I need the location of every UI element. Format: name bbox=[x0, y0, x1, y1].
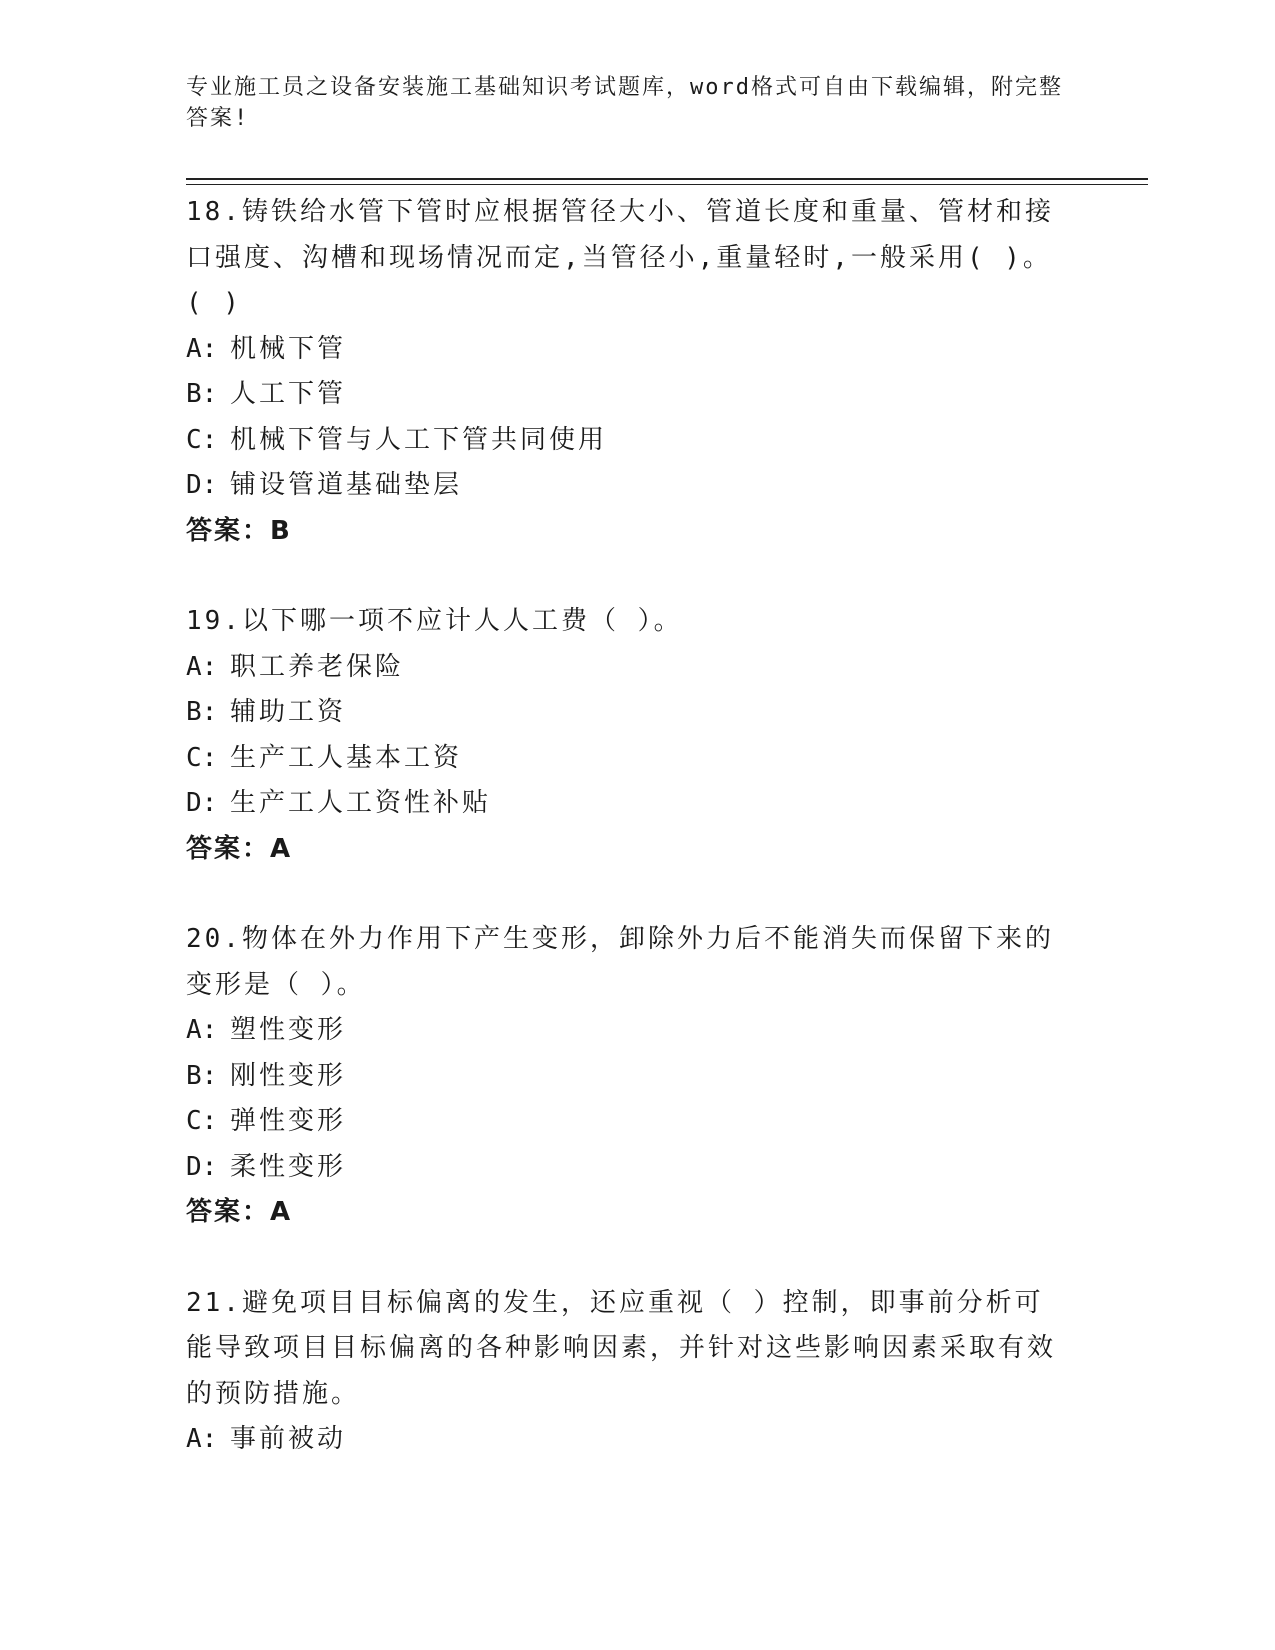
option-text: 人工下管 bbox=[230, 379, 347, 409]
option-c bbox=[186, 418, 1066, 464]
option-text: 辅助工资 bbox=[230, 697, 347, 727]
option-text: 机械下管与人工下管共同使用 bbox=[230, 424, 608, 455]
question-spacer bbox=[186, 1236, 1066, 1281]
option-text: 弹性变形 bbox=[230, 1106, 347, 1136]
option-d bbox=[186, 463, 1066, 509]
option-text: 铺设管道基础垫层 bbox=[230, 470, 463, 500]
option-text: 职工养老保险 bbox=[230, 651, 405, 682]
option-a bbox=[186, 645, 1066, 691]
option-text: 生产工人工资性补贴 bbox=[230, 788, 492, 818]
answer-label: 答案：A bbox=[186, 833, 293, 864]
question-text: 20.物体在外力作用下产生变形，卸除外力后不能消失而保留下来的变形是（ ）。 bbox=[186, 924, 1054, 1000]
option-d bbox=[186, 1145, 1066, 1191]
option-c bbox=[186, 736, 1066, 782]
question-20 bbox=[186, 917, 1066, 1236]
header-divider-thin bbox=[186, 184, 1148, 185]
option-letter: C: bbox=[186, 424, 218, 455]
option-letter: B: bbox=[186, 379, 218, 409]
question-spacer bbox=[186, 554, 1066, 599]
option-letter: A: bbox=[186, 333, 218, 364]
option-letter: C: bbox=[186, 1106, 218, 1136]
question-text: 18.铸铁给水管下管时应根据管径大小、管道长度和重量、管材和接口强度、沟槽和现场情况而定,当管径小,重量轻时,一般采用( )。( ) bbox=[186, 197, 1054, 318]
option-letter: A: bbox=[186, 651, 218, 682]
option-b bbox=[186, 372, 1066, 418]
option-text: 刚性变形 bbox=[230, 1060, 347, 1091]
option-letter: D: bbox=[186, 470, 218, 500]
option-letter: B: bbox=[186, 1060, 218, 1091]
question-18 bbox=[186, 190, 1066, 554]
option-letter: D: bbox=[186, 788, 218, 818]
question-text: 19.以下哪一项不应计人人工费（ ）。 bbox=[186, 606, 683, 636]
option-c bbox=[186, 1099, 1066, 1145]
option-letter: A: bbox=[186, 1015, 218, 1045]
answer-label: 答案：B bbox=[186, 515, 292, 546]
document-header: 专业施工员之设备安装施工基础知识考试题库，word格式可自由下载编辑，附完整答案! bbox=[186, 75, 1063, 131]
option-text: 塑性变形 bbox=[230, 1015, 347, 1045]
answer-label: 答案：A bbox=[186, 1197, 293, 1227]
option-d bbox=[186, 781, 1066, 827]
option-b bbox=[186, 1054, 1066, 1100]
option-text: 生产工人基本工资 bbox=[230, 742, 463, 773]
option-letter: B: bbox=[186, 697, 218, 727]
option-letter: A: bbox=[186, 1424, 218, 1454]
option-text: 事前被动 bbox=[230, 1424, 347, 1454]
option-letter: C: bbox=[186, 742, 218, 773]
option-letter: D: bbox=[186, 1151, 218, 1182]
option-b bbox=[186, 690, 1066, 736]
option-text: 机械下管 bbox=[230, 333, 347, 364]
option-text: 柔性变形 bbox=[230, 1151, 347, 1182]
question-list bbox=[186, 190, 1066, 1463]
option-a bbox=[186, 1417, 1066, 1463]
header-divider-thick bbox=[186, 178, 1148, 180]
question-text: 21.避免项目目标偏离的发生，还应重视（ ）控制，即事前分析可能导致项目目标偏离的各种影响因素，并针对这些影响因素采取有效的预防措施。 bbox=[186, 1287, 1057, 1409]
option-a bbox=[186, 1008, 1066, 1054]
option-a bbox=[186, 327, 1066, 373]
question-19 bbox=[186, 599, 1066, 872]
question-21 bbox=[186, 1281, 1066, 1463]
question-spacer bbox=[186, 872, 1066, 917]
